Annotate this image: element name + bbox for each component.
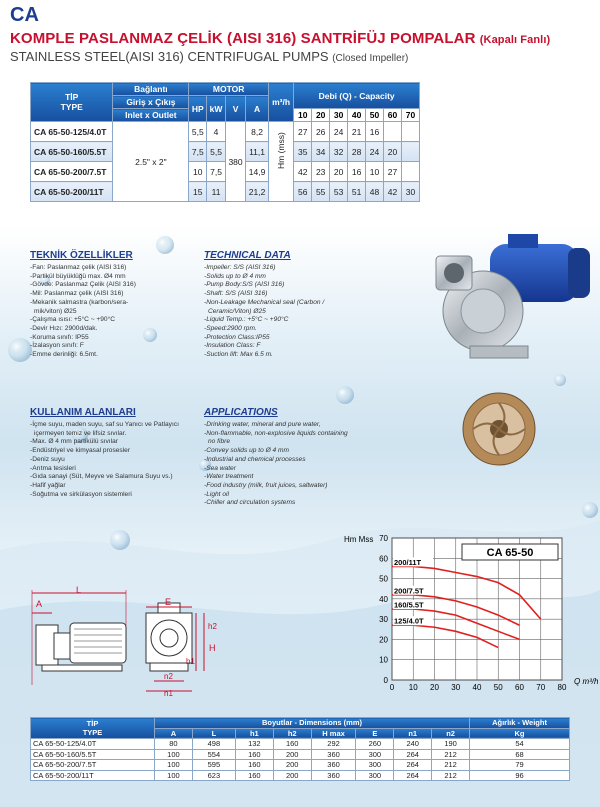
teknik-section (30, 250, 200, 360)
chart-y-tick: 60 (379, 554, 388, 564)
list-item: -Water treatment (204, 473, 254, 481)
cell-q: 53 (330, 182, 348, 202)
cell-q: 28 (348, 142, 366, 162)
dim-cell: 160 (235, 770, 273, 781)
table-row (31, 749, 570, 760)
dim-cell-weight: 54 (470, 739, 570, 750)
cell-q: 55 (312, 182, 330, 202)
dim-col: h2 (273, 728, 311, 739)
impeller-photo (458, 388, 540, 470)
table-row (31, 760, 570, 771)
list-item: -Speed:2900 rpm. (204, 324, 257, 332)
dim-cell: 200 (273, 760, 311, 771)
cell-a: 11,1 (246, 142, 269, 162)
cell-q: 48 (366, 182, 384, 202)
list-item: -Protection Class:IP55 (204, 333, 270, 341)
list-item: mik/viton) Ø25 (34, 307, 77, 315)
table-row (31, 770, 570, 781)
title-english (10, 49, 408, 64)
table-row (31, 739, 570, 750)
applications-section (204, 407, 384, 508)
row-type: CA 65-50-200/11T (31, 182, 113, 202)
cell-kw: 11 (207, 182, 226, 202)
performance-chart (340, 530, 598, 692)
list-item: -Max. Ø 4 mm partikülü sıvılar (30, 438, 118, 446)
cell-q: 20 (384, 142, 402, 162)
dim-label-n1: n1 (164, 689, 173, 698)
list-item: -Chiller and circulation systems (204, 499, 296, 507)
dim-col: n2 (432, 728, 470, 739)
col-v: V (225, 96, 245, 122)
cell-hp: 7,5 (189, 142, 207, 162)
cell-q: 27 (294, 122, 312, 142)
cell-a: 14,9 (246, 162, 269, 182)
dim-cell: 212 (432, 760, 470, 771)
chart-x-tick: 60 (515, 683, 524, 692)
row-type: CA 65-50-160/5.5T (31, 142, 113, 162)
dim-col-tip: TİP (86, 719, 99, 728)
chart-x-tick: 30 (451, 683, 461, 692)
chart-x-tick: 50 (493, 683, 503, 692)
dim-cell: 212 (432, 749, 470, 760)
dim-cell: 160 (235, 760, 273, 771)
cell-kw: 7,5 (207, 162, 226, 182)
col-giris: Giriş x Çıkış (113, 96, 189, 109)
cell-q (401, 162, 419, 182)
dim-label-h2: h2 (208, 622, 217, 631)
dimension-drawing (28, 585, 233, 700)
row-type: CA 65-50-125/4.0T (31, 122, 113, 142)
list-item: -Non-flammable, non-explosive liquids containing (204, 429, 348, 437)
list-item: -Industrial and chemical processes (204, 455, 306, 463)
dim-col-type (31, 718, 155, 739)
list-item: -Liquid Temp.: +5°C ~ +90°C (204, 316, 289, 324)
chart-series-label: 160/5.5T (394, 600, 424, 610)
cell-q: 16 (366, 122, 384, 142)
pump-side-view (28, 585, 233, 700)
chart-y-tick: 10 (379, 655, 388, 665)
dim-label-h1: h1 (186, 657, 195, 666)
hm-unit-label: Hm (mss) (276, 131, 287, 169)
dim-cell: 100 (154, 760, 192, 771)
dim-cell: 264 (394, 749, 432, 760)
list-item: -Hafif yağlar (30, 481, 66, 489)
kullanim-section (30, 407, 205, 499)
cell-q: 10 (366, 162, 384, 182)
list-item: -Solids up to Ø 4 mm (204, 272, 266, 280)
list-item: -Devir Hızı: 2900d/dak. (30, 324, 98, 332)
cell-q: 24 (330, 122, 348, 142)
flow-40: 40 (348, 109, 366, 122)
list-item: -Pump Body:S/S (AISI 316) (204, 281, 285, 289)
list-item: -Gövde: Paslanmaz Çelik (AISI 316) (30, 281, 136, 289)
col-baglanti: Bağlantı (113, 83, 189, 96)
cell-a: 21,2 (246, 182, 269, 202)
chart-title: CA 65-50 (486, 547, 534, 559)
title-english-suffix: (Closed Impeller) (332, 53, 409, 64)
dim-cell: 360 (311, 760, 356, 771)
list-item: -İçme suyu, maden suyu, saf su Yanıcı ve Patlayıcı (30, 421, 179, 428)
technical-section (204, 250, 374, 360)
dim-col: h1 (235, 728, 273, 739)
dim-cell: 100 (154, 749, 192, 760)
dim-label-n2: n2 (164, 672, 173, 681)
cell-q: 35 (294, 142, 312, 162)
dim-cell-weight: 68 (470, 749, 570, 760)
list-item: -Soğutma ve sirkülasyon sistemleri (30, 490, 132, 498)
chart-series-label: 200/7.5T (394, 586, 424, 596)
dim-row-type: CA 65-50-200/7.5T (31, 760, 155, 771)
dim-label-h: H (209, 643, 216, 653)
list-item: -Mil: Paslanmaz çelik (AISI 316) (30, 290, 124, 298)
dim-col-agirlik: Ağırlık - Weight (470, 718, 570, 729)
chart-x-tick: 10 (408, 683, 418, 692)
chart-y-tick: 0 (383, 676, 388, 685)
list-item: -Impeller: S/S (AISI 316) (204, 264, 276, 271)
performance-table (30, 82, 420, 202)
kullanim-list (30, 421, 205, 499)
list-item: -İzalasyon sınıfı: F (30, 342, 84, 350)
list-item: -Light oil (204, 490, 229, 498)
list-item: no fibre (208, 438, 230, 446)
cell-q: 21 (348, 122, 366, 142)
chart-x-tick: 0 (389, 683, 395, 692)
list-item: -Arıtma tesisleri (30, 464, 76, 472)
chart-y-tick: 40 (379, 594, 388, 604)
dim-col-type-label: TYPE (82, 728, 103, 737)
flow-70: 70 (401, 109, 419, 122)
chart-y-tick: 20 (379, 635, 388, 645)
list-item: -Food industry (milk, fruit juices, saltwater) (204, 481, 328, 489)
list-item: -Koruma sınıfı: IP55 (30, 333, 89, 341)
kullanim-title: KULLANIM ALANLARI (30, 407, 136, 418)
cell-q: 26 (312, 122, 330, 142)
cell-q: 34 (312, 142, 330, 162)
dim-cell: 264 (394, 760, 432, 771)
title-turkish-suffix: (Kapalı Fanlı) (479, 34, 551, 46)
cell-q: 42 (294, 162, 312, 182)
dim-col: A (154, 728, 192, 739)
chart-x-label: Q m³/h (574, 677, 598, 686)
list-item: -Drinking water, mineral and pure water, (204, 421, 321, 428)
dim-label-l: L (76, 585, 82, 595)
dim-cell: 360 (311, 749, 356, 760)
dim-cell: 212 (432, 770, 470, 781)
flow-10: 10 (294, 109, 312, 122)
chart-x-tick: 20 (430, 683, 439, 692)
chart-y-tick: 30 (379, 615, 388, 625)
dim-cell: 80 (154, 739, 192, 750)
cell-q: 16 (348, 162, 366, 182)
cell-q (384, 122, 402, 142)
teknik-title: TEKNİK ÖZELLİKLER (30, 250, 133, 261)
col-kw: kW (207, 96, 226, 122)
list-item: -Non-Leakage Mechanical seal (Carbon / (204, 298, 325, 306)
cell-hp: 5,5 (189, 122, 207, 142)
voltage: 380 (225, 122, 245, 202)
list-item: -Partikül büyüklüğü max. Ø4 mm (30, 272, 126, 280)
flow-20: 20 (312, 109, 330, 122)
cell-q (401, 142, 419, 162)
dim-cell: 595 (192, 760, 235, 771)
title-english-main: STAINLESS STEEL(AISI 316) CENTRIFUGAL PUMPS (10, 49, 329, 64)
dim-col: n1 (394, 728, 432, 739)
cell-q: 24 (366, 142, 384, 162)
dim-cell: 554 (192, 749, 235, 760)
series-code: CA (10, 4, 39, 26)
cell-kw: 5,5 (207, 142, 226, 162)
dim-cell: 300 (356, 760, 394, 771)
cell-q: 20 (330, 162, 348, 182)
chart-x-tick: 70 (536, 683, 546, 692)
dim-col: H max (311, 728, 356, 739)
chart-series-label: 125/4.0T (394, 616, 424, 626)
dim-cell: 200 (273, 749, 311, 760)
applications-title: APPLICATIONS (204, 407, 278, 418)
list-item: -Emme derinliği: 6.5mt. (30, 351, 98, 359)
list-item: -Mekanik salmastra (karbon/sera- (30, 298, 129, 306)
col-debi: Debi (Q) - Capacity (294, 83, 420, 109)
flow-50: 50 (366, 109, 384, 122)
cell-q: 56 (294, 182, 312, 202)
chart-y-tick: 50 (379, 574, 388, 584)
cell-q: 32 (330, 142, 348, 162)
row-type: CA 65-50-200/7.5T (31, 162, 113, 182)
dim-cell: 300 (356, 770, 394, 781)
list-item: -Suction lift: Max 6.5 m. (204, 351, 273, 359)
dim-cell: 300 (356, 749, 394, 760)
chart-y-tick: 70 (379, 534, 388, 543)
col-a: A (246, 96, 269, 122)
dim-cell-weight: 79 (470, 760, 570, 771)
cell-q: 23 (312, 162, 330, 182)
dim-cell: 292 (311, 739, 356, 750)
dim-cell-weight: 96 (470, 770, 570, 781)
dim-cell: 623 (192, 770, 235, 781)
chart-y-label: Hm Mss (344, 535, 374, 544)
dim-cell: 240 (394, 739, 432, 750)
col-inlet: Inlet x Outlet (113, 109, 189, 122)
dim-cell: 100 (154, 770, 192, 781)
dim-cell: 200 (273, 770, 311, 781)
list-item: -Fan: Paslanmaz çelik (AISI 316) (30, 264, 127, 271)
dim-label-e: E (165, 597, 172, 607)
flow-30: 30 (330, 109, 348, 122)
list-item: -Endüstriyel ve kimyasal prosesler (30, 447, 131, 455)
col-m3h: m³/h (268, 83, 293, 122)
dim-col: E (356, 728, 394, 739)
list-item: -Deniz suyu (30, 455, 65, 463)
performance-chart-svg (340, 530, 598, 692)
dim-col: L (192, 728, 235, 739)
list-item: Ceramic/Viton) Ø25 (208, 307, 266, 315)
cell-q: 51 (348, 182, 366, 202)
pump-photo (428, 226, 593, 386)
cell-kw: 4 (207, 122, 226, 142)
applications-list (204, 421, 384, 508)
chart-series-label: 200/11T (394, 557, 422, 567)
col-hp: HP (189, 96, 207, 122)
dim-cell: 498 (192, 739, 235, 750)
cell-q: 27 (384, 162, 402, 182)
list-item: içermeyen temiz ve lifsiz sıvılar. (34, 429, 127, 437)
list-item: -Sea water (204, 464, 236, 472)
flow-60: 60 (384, 109, 402, 122)
cell-a: 8,2 (246, 122, 269, 142)
dim-cell: 360 (311, 770, 356, 781)
col-type-label: TYPE (60, 102, 83, 112)
dim-label-a: A (36, 599, 43, 609)
cell-q: 42 (384, 182, 402, 202)
title-turkish-main: KOMPLE PASLANMAZ ÇELİK (AISI 316) SANTRİFÜJ POMPALAR (10, 30, 476, 47)
list-item: -Gıda sanayi (Süt, Meyve ve Salamura Suyu vs.) (30, 473, 173, 481)
teknik-list (30, 264, 200, 360)
title-turkish (10, 30, 550, 47)
col-type (31, 83, 113, 122)
col-motor: MOTOR (189, 83, 269, 96)
dim-cell: 132 (235, 739, 273, 750)
chart-x-tick: 80 (557, 683, 567, 692)
cell-hp: 10 (189, 162, 207, 182)
technical-title: TECHNICAL DATA (204, 250, 291, 261)
list-item: -Convey solids up to Ø 4 mm (204, 447, 290, 455)
dim-col-boyutlar: Boyutlar - Dimensions (mm) (154, 718, 469, 729)
connection-size: 2.5" x 2" (113, 122, 189, 202)
dim-cell: 190 (432, 739, 470, 750)
list-item: -Shaft: S/S (AISI 316) (204, 290, 268, 298)
dim-cell: 260 (356, 739, 394, 750)
dim-row-type: CA 65-50-200/11T (31, 770, 155, 781)
technical-list (204, 264, 374, 360)
col-tip-label: TİP (65, 92, 79, 102)
dim-cell: 160 (235, 749, 273, 760)
list-item: -Insulation Class: F (204, 342, 261, 350)
cell-hp: 15 (189, 182, 207, 202)
dim-col-kg: Kg (470, 728, 570, 739)
list-item: -Çalışma ısısı: +5°C ~ +90°C (30, 316, 115, 324)
dimensions-table (30, 717, 570, 781)
chart-x-tick: 40 (472, 683, 482, 692)
dim-cell: 264 (394, 770, 432, 781)
cell-q (401, 122, 419, 142)
dim-row-type: CA 65-50-125/4.0T (31, 739, 155, 750)
dim-cell: 160 (273, 739, 311, 750)
dim-row-type: CA 65-50-160/5.5T (31, 749, 155, 760)
cell-q: 30 (401, 182, 419, 202)
hm-unit (268, 122, 293, 202)
